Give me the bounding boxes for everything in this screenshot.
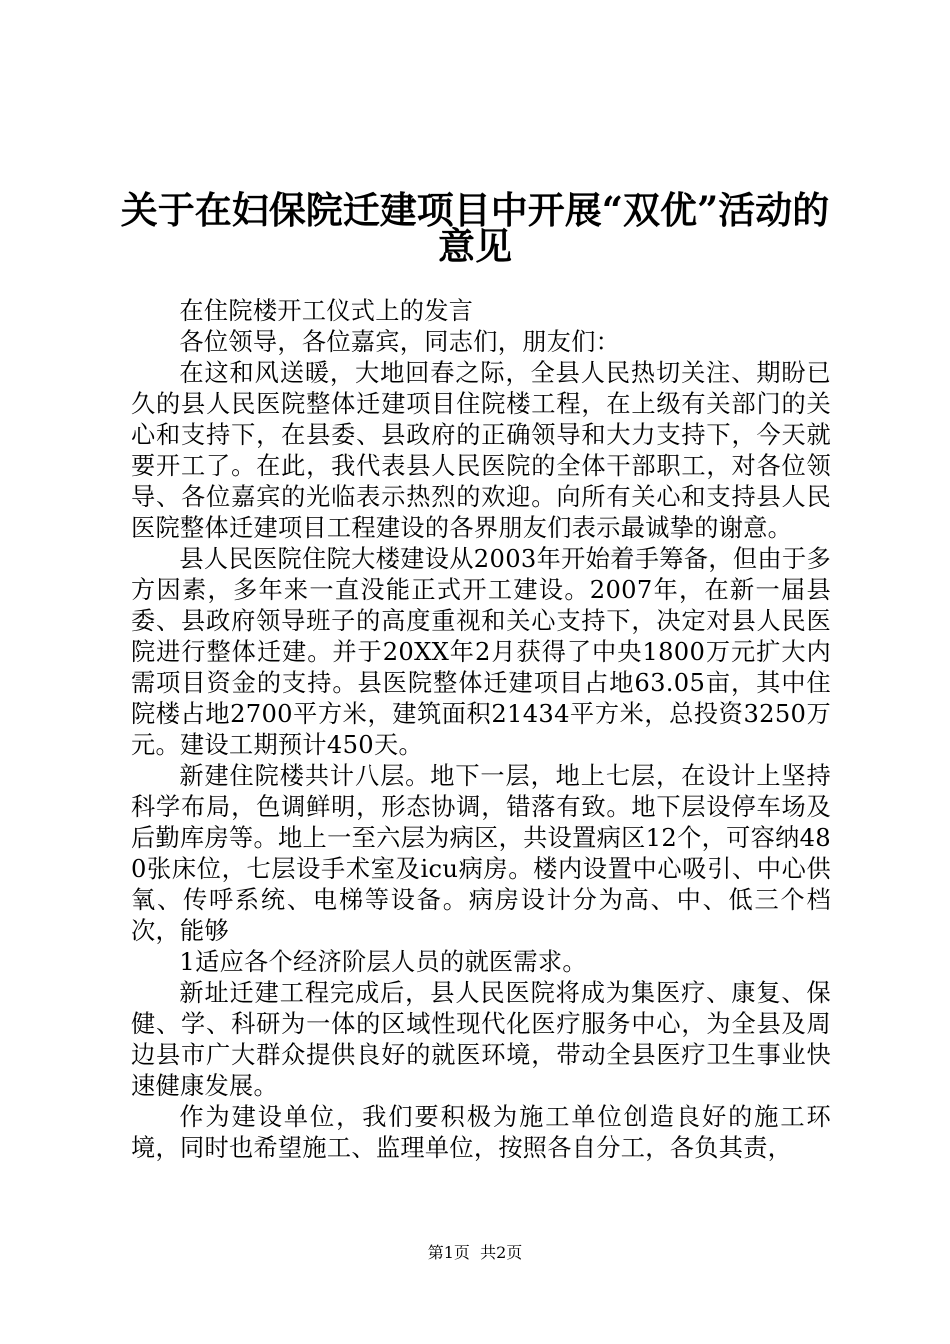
document-title-line-2: 意见 (438, 224, 512, 268)
document-title-line-1: 关于在妇保院迁建项目中开展“双优”活动的 (120, 188, 830, 232)
paragraph-2: 县人民医院住院大楼建设从2003年开始着手筹备，但由于多方因素，多年来一直没能正式开工建设。2007年，在新一届县委、县政府领导班子的高度重视和关心支持下，决定对县人民医院进行整体迁建。并于20XX年2月获得了中央1800万元扩大内需项目资金的支持。县医院整体迁建项目占地63.05亩，其中住院楼占地2700平方米，建筑面积21434平方米，总投资3250万元。建设工期预计450天。 (131, 545, 831, 759)
paragraph-3: 新建住院楼共计八层。地下一层，地上七层，在设计上坚持科学布局，色调鲜明，形态协调，错落有致。地下层设停车场及后勤库房等。地上一至六层为病区，共设置病区12个，可容纳480张床位，七层设手术室及icu病房。楼内设置中心吸引、中心供氧、传呼系统、电梯等设备。病房设计分为高、中、低三个档次，能够 (131, 762, 831, 945)
page-footer (0, 1243, 950, 1263)
paragraph-1: 在这和风送暖，大地回春之际，全县人民热切关注、期盼已久的县人民医院整体迁建项目住院楼工程，在上级有关部门的关心和支持下，在县委、县政府的正确领导和大力支持下，今天就要开工了。在此，我代表县人民医院的全体干部职工，对各位领导、各位嘉宾的光临表示热烈的欢迎。向所有关心和支持县人民医院整体迁建项目工程建设的各界朋友们表示最诚挚的谢意。 (131, 359, 831, 542)
paragraph-5: 新址迁建工程完成后，县人民医院将成为集医疗、康复、保健、学、科研为一体的区域性现代化医疗服务中心，为全县及周边县市广大群众提供良好的就医环境，带动全县医疗卫生事业快速健康发展。 (131, 979, 831, 1100)
document-body (131, 296, 831, 1164)
paragraph-4: 1适应各个经济阶层人员的就医需求。 (179, 948, 587, 976)
page-number-label: 第1页 共2页 (427, 1243, 523, 1262)
paragraph-salutation: 各位领导，各位嘉宾，同志们，朋友们： (179, 328, 621, 356)
paragraph-subtitle: 在住院楼开工仪式上的发言 (179, 297, 474, 325)
paragraph-6: 作为建设单位，我们要积极为施工单位创造良好的施工环境，同时也希望施工、监理单位，按照各自分工，各负其责， (131, 1103, 831, 1162)
